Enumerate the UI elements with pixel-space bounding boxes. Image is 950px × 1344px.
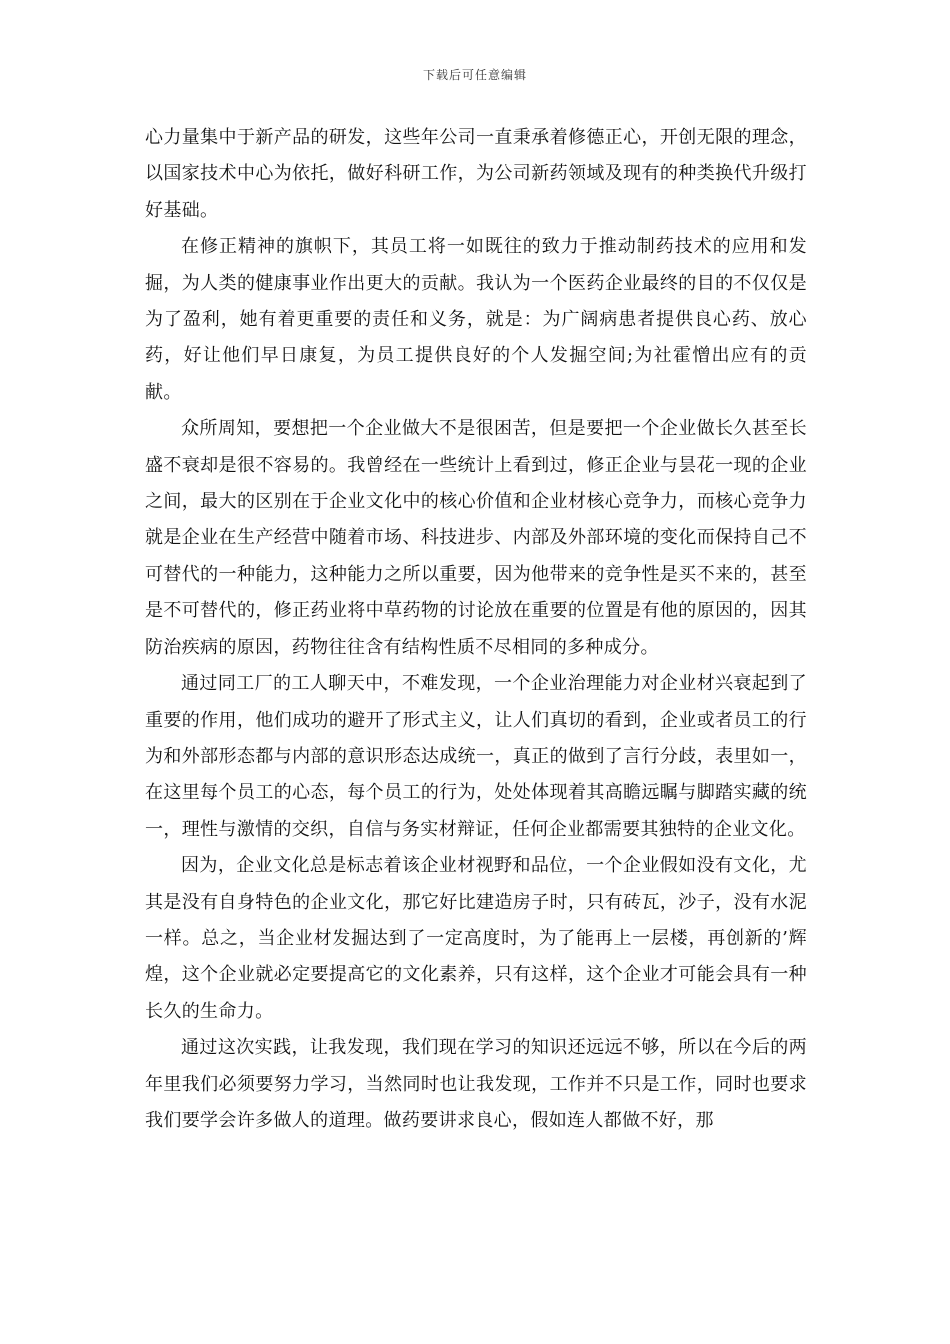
paragraph: 通过同工厂的工人聊天中，不难发现，一个企业治理能力对企业材兴衰起到了重要的作用，他们成功的避开了形式主义，让人们真切的看到，企业或者员工的行为和外部形态都与内部的意识形态达成统一，真正的做到了言行分歧，表里如一，在这里每个员工的心态，每个员工的行为，处处体现着其高瞻远瞩与脚踏实藏的统一，理性与激情的交织，自信与务实材辩证，任何企业都需要其独特的企业文化。 <box>145 673 807 840</box>
document-body <box>145 120 807 1139</box>
paragraph-continued: 心力量集中于新产品的研发，这些年公司一直秉承着修德正心，开创无限的理念，以国家技术中心为依托，做好科研工作，为公司新药领域及现有的种类换代升级打好基础。 <box>145 127 807 221</box>
paragraph: 因为，企业文化总是标志着该企业材视野和品位，一个企业假如没有文化，尤其是没有自身特色的企业文化，那它好比建造房子时，只有砖瓦，沙子，没有水泥一样。总之，当企业材发掘达到了一定高度时，为了能再上一层楼，再创新的’辉煌，这个企业就必定要提高它的文化素养，只有这样，这个企业才可能会具有一种长久的生命力。 <box>145 855 807 1022</box>
paragraph: 众所周知，要想把一个企业做大不是很困苦，但是要把一个企业做长久甚至长盛不衰却是很不容易的。我曾经在一些统计上看到过，修正企业与昙花一现的企业之间，最大的区别在于企业文化中的核心价值和企业材核心竞争力，而核心竞争力就是企业在生产经营中随着市场、科技进步、内部及外部环境的变化而保持自己不可替代的一种能力，这种能力之所以重要，因为他带来的竞争性是买不来的，甚至是不可替代的，修正药业将中草药物的讨论放在重要的位置是有他的原因的，因其防治疾病的原因，药物往往含有结构性质不尽相同的多种成分。 <box>145 418 807 658</box>
page-header: 下载后可任意编辑 <box>422 68 527 82</box>
paragraph: 通过这次实践，让我发现，我们现在学习的知识还远远不够，所以在今后的两年里我们必须要努力学习，当然同时也让我发现，工作并不只是工作，同时也要求我们要学会许多做人的道理。做药要讲求良心，假如连人都做不好，那 <box>145 1037 807 1131</box>
paragraph: 在修正精神的旗帜下，其员工将一如既往的致力于推动制药技术的应用和发掘，为人类的健康事业作出更大的贡献。我认为一个医药企业最终的目的不仅仅是为了盈利，她有着更重要的责任和义务，就是：为广阔病患者提供良心药、放心药，好让他们早日康复，为员工提供良好的个人发掘空间;为社霍憎出应有的贡献。 <box>145 236 807 403</box>
